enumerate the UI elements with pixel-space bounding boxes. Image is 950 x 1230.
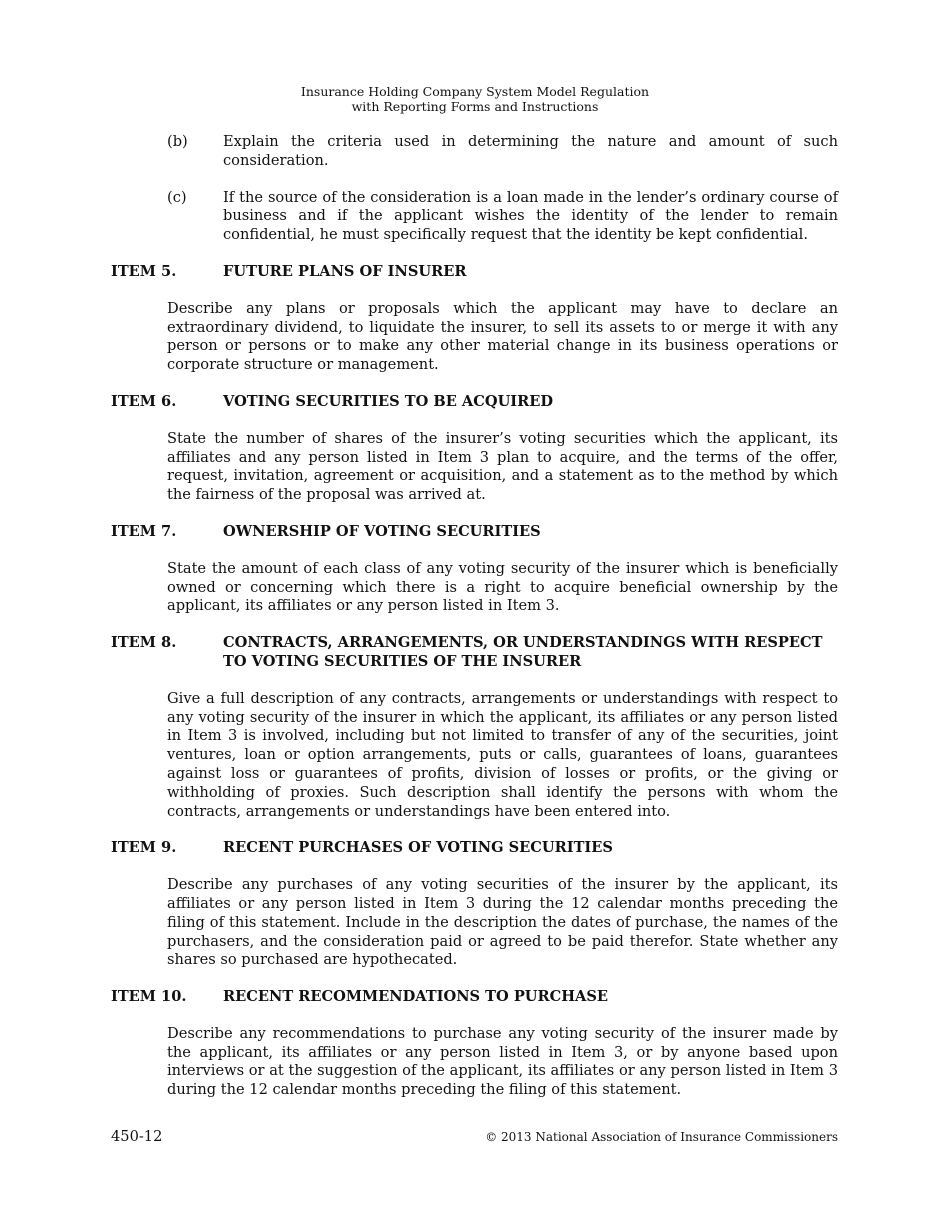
subitem-c <box>111 189 838 245</box>
item-number: ITEM 10. <box>111 988 187 1006</box>
item-5-section <box>111 263 838 375</box>
header-title: Insurance Holding Company System Model Regulation <box>300 84 650 99</box>
item-body: Describe any plans or proposals which the applicant may have to declare an extraordinary dividend, to liquidate the insurer, to sell its assets to or merge it with any person or persons or to make any other material change in its business operations or corporate structure or management. <box>167 299 838 374</box>
item-body: Describe any purchases of any voting securities of the insurer by the applicant, its affiliates or any person listed in Item 3 during the 12 calendar months preceding the filing of this statement. Include in the description the dates of purchase, the names of the purchasers, and the consideration paid or agreed to be paid therefor. State whether any shares so purchased are hypothecated. <box>167 876 838 969</box>
item-body: State the number of shares of the insurer’s voting securities which the applicant, its affiliates and any person listed in Item 3 plan to acquire, and the terms of the offer, request, invitation, agreement or acquisition, and a statement as to the method by which the fairness of the proposal was arrived at. <box>167 429 838 504</box>
item-number: ITEM 9. <box>111 839 177 857</box>
item-heading <box>111 988 838 1007</box>
item-number: ITEM 6. <box>111 392 177 410</box>
item-title: RECENT RECOMMENDATIONS TO PURCHASE <box>223 988 609 1006</box>
subitem-b <box>111 133 838 171</box>
item-heading <box>111 393 838 412</box>
item-8-section <box>111 634 838 821</box>
page-header <box>0 84 950 114</box>
item-number: ITEM 8. <box>111 634 177 652</box>
item-heading <box>111 839 838 858</box>
item-heading <box>111 263 838 282</box>
header-subtitle: with Reporting Forms and Instructions <box>351 99 599 114</box>
subitem-label: (b) <box>167 133 188 150</box>
item-9-section <box>111 839 838 970</box>
item-heading <box>111 634 838 672</box>
item-number: ITEM 7. <box>111 522 177 540</box>
item-title: RECENT PURCHASES OF VOTING SECURITIES <box>223 839 613 857</box>
item-title: OWNERSHIP OF VOTING SECURITIES <box>223 522 541 540</box>
item-title: CONTRACTS, ARRANGEMENTS, OR UNDERSTANDINGS WITH RESPECT TO VOTING SECURITIES OF THE INSURER <box>223 634 823 670</box>
item-body: State the amount of each class of any voting security of the insurer which is beneficially owned or concerning which there is a right to acquire beneficial ownership by the applicant, its affiliates or any person listed in Item 3. <box>167 559 838 615</box>
document-body <box>111 133 838 1118</box>
item-body: Describe any recommendations to purchase any voting security of the insurer made by the applicant, its affiliates or any person listed in Item 3, or by anyone based upon interviews or at the suggestion of the applicant, its affiliates or any person listed in Item 3 during the 12 calendar months preceding the filing of this statement. <box>167 1024 838 1099</box>
item-body: Give a full description of any contracts, arrangements or understandings with respect to any voting security of the insurer in which the applicant, its affiliates or any person listed in Item 3 is involved, including but not limited to transfer of any of the securities, joint ventures, loan or option arrangements, puts or calls, guarantees of loans, guarantees against loss or guarantees of profits, division of losses or profits, or the giving or withholding of proxies. Such description shall identify the persons with whom the contracts, arrangements or understandings have been entered into. <box>167 689 838 820</box>
item-title: FUTURE PLANS OF INSURER <box>223 262 467 280</box>
page-number: 450-12 <box>111 1128 163 1145</box>
subitem-text: If the source of the consideration is a loan made in the lender’s ordinary course of business and if the applicant wishes the identity of the lender to remain confidential, he must specifically request that the identity be kept confidential. <box>223 188 838 244</box>
subitem-label: (c) <box>167 188 187 206</box>
item-heading <box>111 523 838 542</box>
copyright-notice: © 2013 National Association of Insurance Commissioners <box>485 1130 838 1144</box>
item-6-section <box>111 393 838 505</box>
item-7-section <box>111 523 838 616</box>
page-footer <box>111 1128 838 1145</box>
subitem-text: Explain the criteria used in determining the nature and amount of such consideration. <box>223 133 838 169</box>
item-title: VOTING SECURITIES TO BE ACQUIRED <box>223 392 554 410</box>
item-number: ITEM 5. <box>111 262 177 280</box>
item-10-section <box>111 988 838 1100</box>
